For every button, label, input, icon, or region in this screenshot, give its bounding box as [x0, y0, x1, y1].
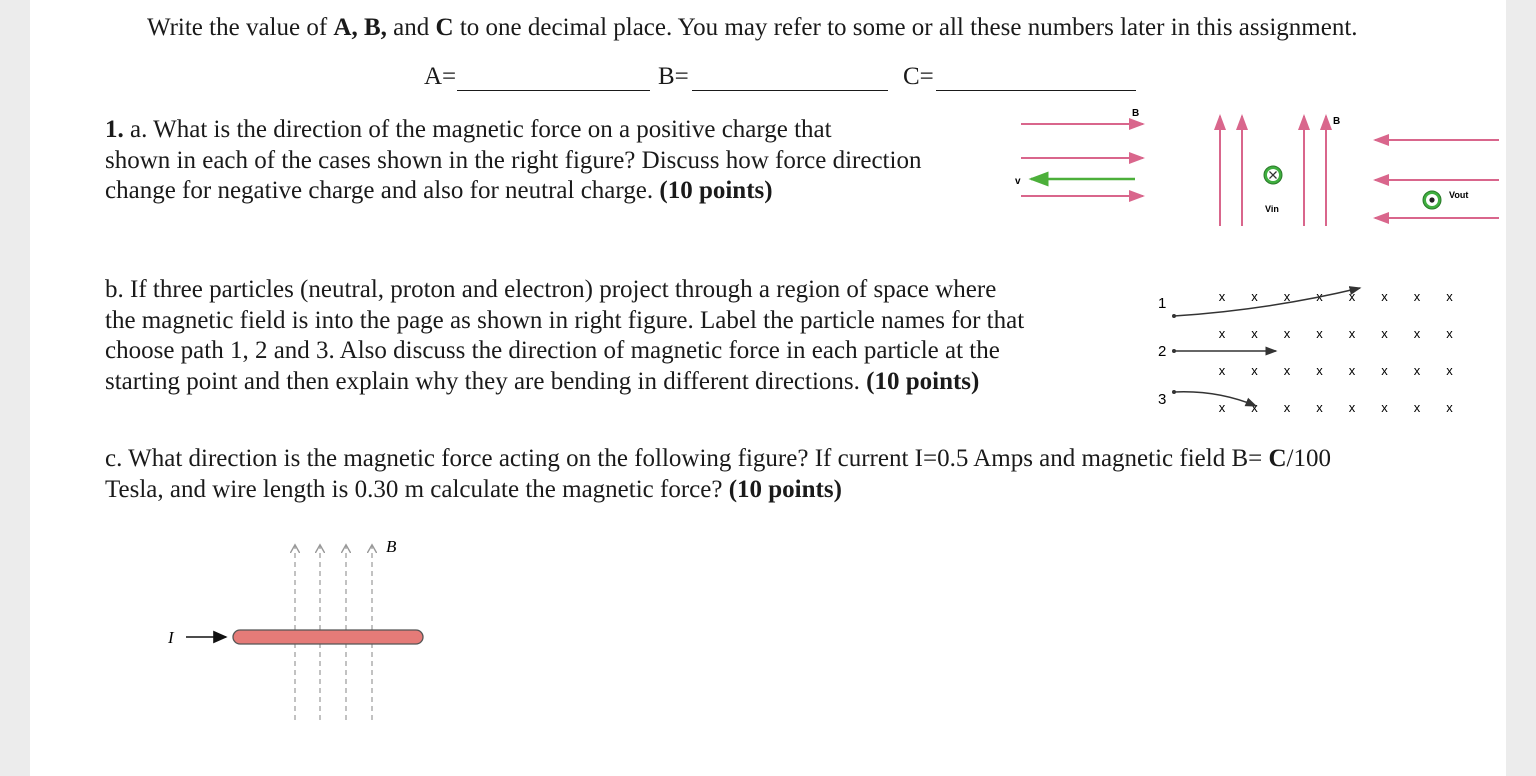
q1c-line-2 [105, 475, 1331, 506]
field-x-mark: x [1283, 363, 1291, 378]
field-x-mark: x [1446, 363, 1453, 378]
figure-1b [1148, 280, 1453, 420]
q1b-line-4-text: starting point and then explain why they are bending in different directions. [105, 367, 867, 395]
path-1-start [1172, 314, 1176, 318]
field-x-mark: x [1348, 363, 1356, 378]
figure-1c [160, 530, 440, 730]
case-1-v-label: v [1015, 176, 1021, 187]
field-x-mark: x [1283, 289, 1291, 304]
field-x-mark: x [1446, 400, 1453, 415]
path-2-label: 2 [1158, 343, 1167, 360]
path-3-label: 3 [1158, 391, 1167, 408]
q1a-line-2: shown in each of the cases shown in the right figure? Discuss how force direction [105, 146, 922, 174]
out-of-page-marker-icon [1423, 191, 1441, 209]
field-x-mark: x [1218, 289, 1226, 304]
field-x-mark: x [1413, 363, 1421, 378]
question-1b [105, 275, 1024, 397]
worksheet-page [30, 0, 1506, 776]
instruction-text [147, 13, 1358, 43]
q1c-points: (10 points) [728, 475, 842, 503]
q1a-line-1-text: a. What is the direction of the magnetic force on a positive charge that [123, 116, 832, 143]
field-b-label: B [386, 537, 397, 556]
q1a-number: 1. [105, 116, 124, 143]
field-x-mark: x [1316, 400, 1323, 415]
q1b-line-4 [105, 367, 1024, 398]
q1b-line-2: the magnetic field is into the page as shown in right figure. Label the particle names for that [105, 306, 1025, 334]
instruction-sep2: and [386, 14, 436, 41]
instruction-a: A, [333, 14, 358, 41]
instruction-prefix: Write the value of [147, 14, 334, 41]
path-1-curve [1174, 288, 1360, 316]
field-x-mark: x [1283, 400, 1291, 415]
q1b-line-3: choose path 1, 2 and 3. Also discuss the direction of magnetic force in each particle at the [105, 337, 1000, 364]
case-2-vin-label: Vin [1265, 204, 1279, 214]
into-page-marker-icon [1264, 166, 1282, 184]
field-x-mark: x [1316, 289, 1323, 304]
q1c-line-1-prefix: c. What direction is the magnetic force acting on the following figure? If current I=0.5 Amps and magnetic field B= [105, 445, 1269, 472]
current-i-label: I [168, 628, 174, 647]
blank-c-label: C= [903, 63, 934, 90]
q1a-points: (10 points) [659, 177, 773, 204]
field-x-mark: x [1381, 363, 1388, 378]
q1a-line-1 [105, 115, 921, 146]
q1c-line-1-suffix: /100 [1286, 445, 1331, 472]
q1b-line-1: b. If three particles (neutral, proton and electron) project through a region of space where [105, 276, 997, 303]
field-x-mark: x [1413, 400, 1421, 415]
path-1-label: 1 [1158, 295, 1167, 312]
field-x-mark: x [1348, 400, 1356, 415]
field-x-mark: x [1413, 289, 1421, 304]
q1a-line-3-text: change for negative charge and also for neutral charge. [105, 177, 660, 204]
field-x-mark: x [1446, 326, 1453, 341]
blank-a-label: A= [424, 63, 457, 90]
blank-c-line[interactable] [936, 90, 1136, 91]
field-x-mark: x [1251, 289, 1258, 304]
field-x-mark: x [1251, 363, 1258, 378]
field-x-mark: x [1283, 326, 1291, 341]
case-1-b-label: B [1132, 108, 1140, 119]
field-x-mark: x [1381, 400, 1388, 415]
blank-a-line[interactable] [457, 90, 650, 91]
case-2-b-label: B [1333, 116, 1341, 127]
field-x-mark: x [1348, 326, 1356, 341]
field-x-mark: x [1348, 289, 1356, 304]
field-x-mark: x [1316, 326, 1323, 341]
case-3-vout-label: Vout [1449, 190, 1469, 200]
field-x-mark: x [1316, 363, 1323, 378]
field-x-mark: x [1446, 289, 1453, 304]
field-x-mark: x [1218, 326, 1226, 341]
path-3-curve [1174, 392, 1256, 406]
instruction-c: C [435, 14, 454, 41]
question-1c [105, 444, 1331, 505]
path-2-start [1172, 349, 1176, 353]
blank-b-label: B= [658, 63, 689, 90]
field-x-mark: x [1413, 326, 1421, 341]
instruction-b: B, [363, 14, 387, 41]
field-x-mark: x [1381, 326, 1388, 341]
path-3-start [1172, 390, 1176, 394]
instruction-suffix: to one decimal place. You may refer to some or all these numbers later in this assignment. [453, 14, 1358, 41]
q1c-line-1 [105, 444, 1331, 475]
case-1-field-lines [1021, 124, 1143, 196]
q1c-line-2-text: Tesla, and wire length is 0.30 m calculate the magnetic force? [105, 475, 729, 503]
figure-1a [1015, 100, 1475, 240]
question-1a [105, 115, 921, 207]
q1a-line-3 [105, 176, 921, 207]
field-x-mark: x [1218, 400, 1226, 415]
blank-b-line[interactable] [692, 90, 888, 91]
q1c-line-1-bold: C [1268, 445, 1287, 472]
field-x-mark: x [1218, 363, 1226, 378]
field-x-mark: x [1251, 400, 1258, 415]
q1b-points: (10 points) [866, 367, 980, 395]
field-x-mark: x [1251, 326, 1258, 341]
field-x-mark: x [1381, 289, 1388, 304]
current-wire [233, 630, 423, 644]
